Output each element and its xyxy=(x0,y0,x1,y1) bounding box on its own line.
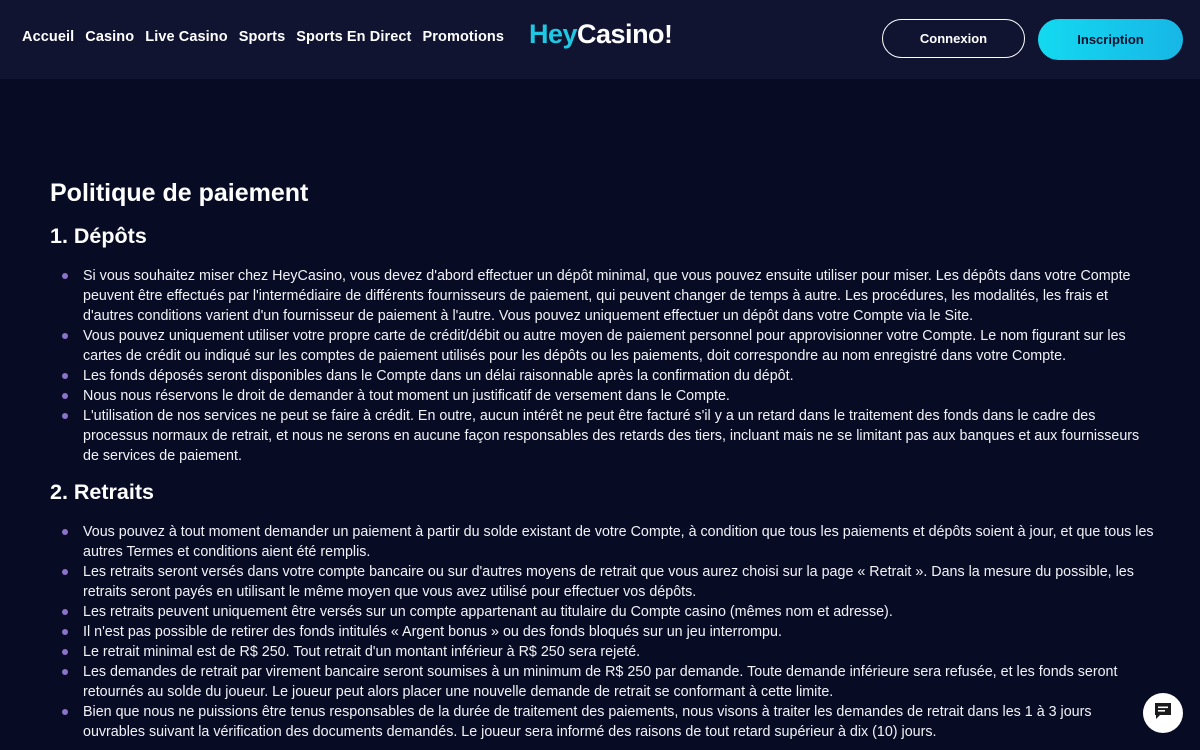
list-item: Nous nous réservons le droit de demander à tout moment un justificatif de versement dans le Compte. xyxy=(50,386,1155,406)
list-item: Il n'est pas possible de retirer des fonds intitulés « Argent bonus » ou des fonds bloqués sur un jeu interrompu. xyxy=(50,622,1155,642)
page-title: Politique de paiement xyxy=(50,179,309,207)
withdrawals-list xyxy=(50,522,1155,742)
list-item: Si vous souhaitez miser chez HeyCasino, vous devez d'abord effectuer un dépôt minimal, que vous pouvez ensuite utiliser pour miser. Les dépôts dans votre Compte peuvent être effectués par l'intermédiaire de différents fournisseurs de paiement, qui peuvent changer de temps à autre. Les procédures, les modalités, les frais et d'autres conditions varient d'un fournisseur de paiement à l'autre. Vous pouvez uniquement effectuer un dépôt dans votre Compte via le Site. xyxy=(50,266,1155,326)
bullet-icon xyxy=(62,273,68,279)
bullet-icon xyxy=(62,649,68,655)
bullet-icon xyxy=(62,333,68,339)
list-item: Les retraits peuvent uniquement être versés sur un compte appartenant au titulaire du Compte casino (mêmes nom et adresse). xyxy=(50,602,1155,622)
logo-bang: ! xyxy=(664,19,673,49)
bullet-icon xyxy=(62,669,68,675)
list-item: Vous pouvez uniquement utiliser votre propre carte de crédit/débit ou autre moyen de paiement personnel pour approvisionner votre Compte. Le nom figurant sur les cartes de crédit ou indiqué sur les comptes de paiement utilisés pour les dépôts ou les paiements, doit correspondre au nom enregistré dans votre Compte. xyxy=(50,326,1155,366)
chat-bubble-icon xyxy=(1152,700,1174,727)
heycasino-logo[interactable] xyxy=(529,19,672,50)
bullet-icon xyxy=(62,609,68,615)
deposits-list xyxy=(50,266,1155,466)
bullet-icon xyxy=(62,709,68,715)
site-header xyxy=(0,0,1200,79)
section-deposits-title: 1. Dépôts xyxy=(50,224,147,248)
bullet-icon xyxy=(62,413,68,419)
bullet-icon xyxy=(62,529,68,535)
nav-sports[interactable]: Sports xyxy=(238,29,286,45)
list-item: Le retrait minimal est de R$ 250. Tout retrait d'un montant inférieur à R$ 250 sera rejeté. xyxy=(50,642,1155,662)
section-withdrawals-title: 2. Retraits xyxy=(50,480,154,504)
nav-live-casino[interactable]: Live Casino xyxy=(145,29,228,45)
logo-casino: Casino xyxy=(577,19,665,49)
bullet-icon xyxy=(62,629,68,635)
bullet-icon xyxy=(62,373,68,379)
logo-hey: Hey xyxy=(529,19,578,49)
list-item: Vous pouvez à tout moment demander un paiement à partir du solde existant de votre Compte, à condition que tous les paiements et dépôts soient à jour, et que tous les autres Termes et conditions aient été remplis. xyxy=(50,522,1155,562)
chat-button[interactable] xyxy=(1143,693,1183,733)
signup-button[interactable]: Inscription xyxy=(1038,19,1183,60)
list-item: Les fonds déposés seront disponibles dans le Compte dans un délai raisonnable après la confirmation du dépôt. xyxy=(50,366,1155,386)
bullet-icon xyxy=(62,393,68,399)
nav-accueil[interactable]: Accueil xyxy=(22,29,75,45)
bullet-icon xyxy=(62,569,68,575)
nav-casino[interactable]: Casino xyxy=(85,29,135,45)
payment-policy-content xyxy=(50,172,1155,742)
login-button[interactable]: Connexion xyxy=(882,19,1025,58)
nav-promotions[interactable]: Promotions xyxy=(422,29,505,45)
list-item: Bien que nous ne puissions être tenus responsables de la durée de traitement des paiements, nous visons à traiter les demandes de retrait dans les 1 à 3 jours ouvrables suivant la vérification des documents demandés. Le joueur sera informé des raisons de tout retard supérieur à dix (10) jours. xyxy=(50,702,1155,742)
list-item: Les demandes de retrait par virement bancaire seront soumises à un minimum de R$ 250 par demande. Toute demande inférieure sera refusée, et les fonds seront retournés au solde du joueur. Le joueur peut alors placer une nouvelle demande de retrait se conformant à cette limite. xyxy=(50,662,1155,702)
list-item: Les retraits seront versés dans votre compte bancaire ou sur d'autres moyens de retrait que vous aurez choisi sur la page « Retrait ». Dans la mesure du possible, les retraits seront payés en utilisant le même moyen que vous avez utilisé pour effectuer vos dépôts. xyxy=(50,562,1155,602)
list-item: L'utilisation de nos services ne peut se faire à crédit. En outre, aucun intérêt ne peut être facturé s'il y a un retard dans le traitement des fonds dans le cadre des processus normaux de retrait, et nous ne serons en aucune façon responsables des retards des tiers, incluant mais ne se limitant pas aux banques et aux fournisseurs de services de paiement. xyxy=(50,406,1155,466)
main-nav xyxy=(22,29,504,45)
nav-sports-en-direct[interactable]: Sports En Direct xyxy=(296,29,412,45)
